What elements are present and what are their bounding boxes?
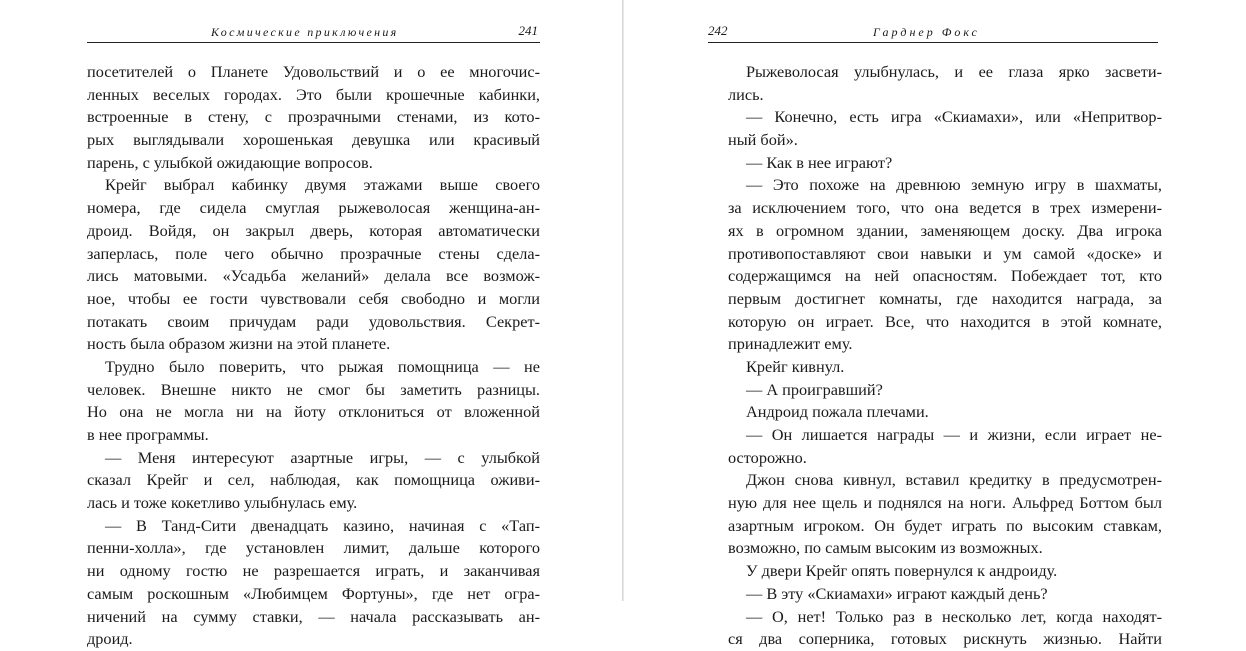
text-line: в нее программы. [87,425,209,444]
text-line: заперлась, поле чего обычно прозрачные стены сдела- [87,243,540,263]
text-line: ничений на сумму ставки, — начала рассказывать ан- [87,606,540,626]
text-line: сказал Крейг и сел, наблюдая, как помощница оживи- [87,470,540,490]
text-line: ность была образом жизни на этой планете. [87,334,391,354]
text-line: принадлежит ему. [728,334,853,354]
text-line: — Он лишается награды — и жизни, если играет не- [746,425,1162,444]
text-line: номера, где сидела смуглая рыжеволосая женщина-ан- [87,198,540,218]
text-line: ное, чтобы ее гости чувствовали себя свободно и могли [87,288,540,308]
text-line: Трудно было поверить, что рыжая помощница — не [105,356,540,376]
text-line: — Как в нее играют? [746,152,893,172]
body-text [728,61,1162,651]
text-line: У двери Крейг опять повернулся к андроиду. [746,561,1058,581]
text-line: содержащимся на ней опасностям. Побеждает тот, кто [728,266,1162,286]
text-line: возможно, по самым высоким из возможных. [728,538,1043,558]
text-line: — Конечно, есть игра «Скиамахи», или «Непритвор- [746,107,1162,127]
running-title: Гарднер Фокс [873,25,980,39]
text-line: — Это похоже на древнюю земную игру в шахматы, [746,175,1162,195]
text-line: ную для нее щель и поднялся на ноги. Альфред Боттом был [728,493,1162,513]
text-line: Крейг кивнул. [746,356,845,376]
text-line: Но она не могла ни на йоту отклониться от вложенной [87,402,540,422]
text-line: Джон снова кивнул, вставил кредитку в предусмотрен- [746,470,1162,490]
text-line: ленных веселых городах. Это были крошечные кабинки, [87,84,540,104]
text-line: ный бой». [728,130,798,150]
text-line: Крейг выбрал кабинку двумя этажами выше своего [105,175,540,195]
text-line: лась и тоже кокетливо улыбнулась ему. [87,493,358,513]
running-head-left [87,22,540,43]
text-line: пенни-холла», где установлен лимит, дальше которого [87,538,540,558]
text-line: потакать своим причудам ради удовольствия. Секрет- [87,311,540,331]
text-line: встроенные в стену, с прозрачными стенами, из кото- [87,107,540,127]
text-line: — Меня интересуют азартные игры, — с улыбкой [105,447,540,467]
page-number: 241 [518,23,538,38]
text-line: — А проигравший? [746,379,883,399]
text-line: противопоставляют свои навыки и ум самой «доске» и [728,243,1162,263]
running-title: Космические приключения [211,25,399,39]
text-line: ся два соперника, готовых рискнуть жизнью. Найти [728,629,1162,649]
text-line: лись. [728,84,764,104]
left-page [0,0,622,649]
text-line: посетителей о Планете Удовольствий и о ее многочис- [87,62,540,81]
text-line: Андроид пожала плечами. [746,402,929,422]
text-line: самым роскошным «Любимцем Фортуны», где нет огра- [87,583,540,603]
text-line: лись матовыми. «Усадьба желаний» делала все возмож- [87,266,540,286]
text-line: за исключением того, что она ведется в трех измерени- [728,198,1162,218]
right-page [624,0,1246,649]
text-line: первым достигнет комнаты, где находится награда, за [728,288,1162,308]
text-line: азартным игроком. Он будет играть по высоким ставкам, [728,515,1162,535]
text-line: — В Танд-Сити двенадцать казино, начиная с «Тап- [105,515,540,535]
running-head-right [708,22,1158,43]
text-line: человек. Внешне никто не смог бы заметить разницы. [87,379,540,399]
text-line: ях в огромном здании, заменяющем доску. Два игрока [728,220,1162,240]
text-line: которую он играет. Все, что находится в этой комнате, [728,311,1162,331]
body-text [87,61,540,651]
text-line: парень, с улыбкой ожидающие вопросов. [87,152,373,172]
text-line: — О, нет! Только раз в несколько лет, когда находят- [746,606,1162,626]
text-line: — В эту «Скиамахи» играют каждый день? [746,583,1048,603]
text-line: ни одному гостю не разрешается играть, и заканчивая [87,561,540,581]
text-line: Рыжеволосая улыбнулась, и ее глаза ярко засвети- [746,62,1162,81]
page-number: 242 [708,23,728,38]
text-line: осторожно. [728,447,807,467]
text-line: рых выглядывали хорошенькая девушка или красивый [87,130,540,150]
text-line: дроид. [87,629,133,649]
text-line: дроид. Войдя, он закрыл дверь, которая автоматически [87,220,540,240]
